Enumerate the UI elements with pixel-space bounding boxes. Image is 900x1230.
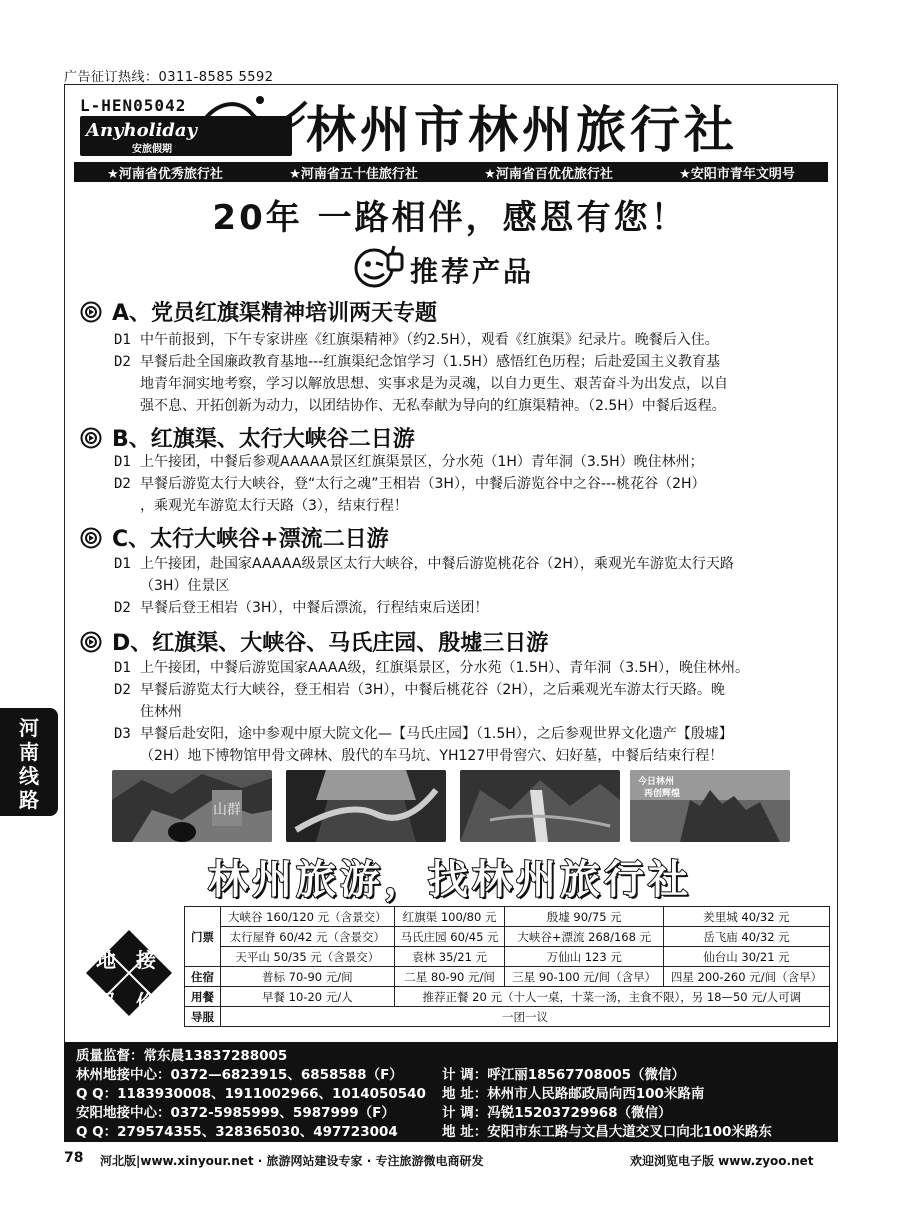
day-label: D1 (114, 332, 131, 348)
day-label: D2 (114, 682, 131, 698)
section-c-title (80, 522, 389, 553)
day-label: D2 (114, 354, 131, 370)
day-text: 上午接团，中餐后参观AAAAA景区红旗渠景区，分水苑（1H）青年洞（3.5H）晚住林州； (140, 454, 704, 470)
anyang-center-phone: 安阳地接中心：0372-5985999、5987999（F） (76, 1105, 395, 1121)
row-label-lodging: 住宿 (185, 967, 221, 987)
photo-inscription-text: 山群 (213, 802, 241, 818)
section-title-text: D、红旗渠、大峡谷、马氏庄园、殷墟三日游 (112, 631, 549, 656)
itinerary-cont: （3H）住景区 (140, 578, 230, 594)
page-number: 78 (64, 1150, 84, 1166)
side-tab-char: 线 (19, 764, 39, 788)
dispatcher-2: 计 调：冯锐15203729968（微信） (442, 1105, 672, 1121)
address-2: 地 址：安阳市东工路与文昌大道交叉口向北100米路东 (442, 1124, 772, 1140)
quality-supervisor: 质量监督：常东晨13837288005 (76, 1048, 288, 1064)
license-number: L-HEN05042 (80, 96, 187, 115)
price-cell: 仙台山 30/21 元 (663, 947, 829, 967)
day-text: 早餐后游览太行大峡谷，登“太行之魂”王相岩（3H），中餐后游览谷中之谷---桃花谷（2H） (140, 476, 706, 492)
price-cell: 三星 90-100 元/间（含早） (505, 967, 663, 987)
section-title-text: A、党员红旗渠精神培训两天专题 (112, 301, 438, 326)
itinerary-line (114, 680, 826, 700)
table-row (185, 907, 830, 927)
photo-monument (630, 770, 790, 842)
price-cell: 天平山 50/35 元（含景交） (221, 947, 395, 967)
photo-cliff-inscription (112, 770, 272, 842)
footer-left-link[interactable]: 河北版|www.xinyour.net · 旅游网站建设专家 · 专注旅游微电商研发 (100, 1154, 484, 1168)
itinerary-cont: 地青年洞实地考察，学习以解放思想、实事求是为灵魂，以自力更生、艰苦奋斗为出发点，以自 (140, 376, 728, 392)
day-text: 早餐后赴全国廉政教育基地---红旗渠纪念馆学习（1.5H）感悟红色历程；后赴爱国主义教育基 (140, 354, 720, 370)
price-table (184, 906, 830, 1027)
honor-item: ★河南省五十佳旅行社 (289, 166, 418, 182)
price-cell: 袁林 35/21 元 (394, 947, 505, 967)
table-row (185, 1007, 830, 1027)
itinerary-cont: （2H）地下博物馆甲骨文碑林、殷代的车马坑、YH127甲骨窖穴、妇好墓，中餐后结束行程！ (140, 748, 724, 764)
row-label-meals: 用餐 (185, 987, 221, 1007)
dispatcher-1: 计 调：呼江丽18567708005（微信） (442, 1067, 686, 1083)
price-cell: 二星 80-90 元/间 (394, 967, 505, 987)
itinerary-cont: 强不息、开拓创新为动力，以团结协作、无私奉献为导向的红旗渠精神。（2.5H）中餐后返程。 (140, 398, 726, 414)
honor-item: ★安阳市青年文明号 (679, 166, 795, 182)
side-tab-henan-routes (0, 708, 58, 816)
day-label: D3 (114, 726, 131, 742)
price-cell: 岳飞庙 40/32 元 (663, 927, 829, 947)
section-a-title (80, 296, 437, 327)
quote-char: 接 (136, 948, 156, 972)
section-bullet-icon (80, 301, 102, 323)
ad-hotline: 广告征订热线：0311-8585 5592 (64, 70, 274, 85)
slogan: 20年 一路相伴，感恩有您！ (212, 198, 688, 238)
quote-char: 报 (96, 990, 116, 1014)
day-label: D1 (114, 454, 131, 470)
itinerary-line (114, 474, 826, 494)
day-label: D1 (114, 556, 131, 572)
photo-canyon-canal (286, 770, 446, 842)
itinerary-cont: 住林州 (140, 704, 182, 720)
section-bullet-icon (80, 527, 102, 549)
section-d-title (80, 626, 548, 657)
price-cell: 普标 70-90 元/间 (221, 967, 395, 987)
day-label: D2 (114, 600, 131, 616)
day-label: D1 (114, 660, 131, 676)
recommend-title: 推荐产品 (410, 255, 535, 288)
day-text: 早餐后登王相岩（3H），中餐后漂流，行程结束后送团！ (140, 600, 489, 616)
price-cell: 一团一议 (221, 1007, 830, 1027)
address-1: 地 址：林州市人民路邮政局向西100米路南 (442, 1086, 705, 1102)
swoosh-icon (200, 92, 310, 138)
section-title-text: B、红旗渠、太行大峡谷二日游 (112, 427, 415, 452)
price-cell: 推荐正餐 20 元（十人一桌，十菜一汤，主食不限），另 18—50 元/人可调 (394, 987, 829, 1007)
day-text: 早餐后赴安阳，途中参观中原大院文化—【马氏庄园】（1.5H），之后参观世界文化遗产【殷墟】 (140, 726, 733, 742)
price-cell: 马氏庄园 60/45 元 (394, 927, 505, 947)
quote-char: 地 (96, 948, 116, 972)
logo-script: Anyholiday (86, 120, 197, 141)
anyang-qq: Q Q：279574355、328365030、497723004 (76, 1124, 398, 1140)
price-cell: 大峡谷 160/120 元（含景交） (221, 907, 395, 927)
logo-subtitle: 安旅假期 (132, 144, 172, 155)
contact-block (64, 1042, 838, 1142)
honor-item: ★河南省优秀旅行社 (107, 166, 223, 182)
row-label-tickets: 门票 (185, 907, 221, 967)
itinerary-line (114, 724, 826, 744)
footer-right-link[interactable]: 欢迎浏览电子版 www.zyoo.net (630, 1154, 814, 1168)
photo-mountain-waterfall (460, 770, 620, 842)
table-row (185, 927, 830, 947)
itinerary-line (114, 598, 826, 618)
linzhou-qq: Q Q：1183930008、1911002966、1014050540 (76, 1086, 426, 1102)
itinerary-line (114, 554, 826, 574)
linzhou-center-phone: 林州地接中心：0372—6823915、6858588（F） (76, 1067, 403, 1083)
itinerary-line (114, 330, 826, 350)
section-bullet-icon (80, 631, 102, 653)
itinerary-cont: ，乘观光车游览太行天路（3），结束行程！ (140, 498, 408, 514)
price-cell: 殷墟 90/75 元 (505, 907, 663, 927)
side-tab-char: 南 (19, 740, 39, 764)
photo-caption-line: 今日林州 (638, 777, 675, 787)
day-text: 中午前报到，下午专家讲座《红旗渠精神》（约2.5H），观看《红旗渠》纪录片。晚餐后入住。 (140, 332, 719, 348)
photo-caption-line: 再创辉煌 (644, 789, 681, 799)
table-row (185, 947, 830, 967)
table-row (185, 967, 830, 987)
price-cell: 万仙山 123 元 (505, 947, 663, 967)
price-cell: 大峡谷+漂流 268/168 元 (505, 927, 663, 947)
price-cell: 羑里城 40/32 元 (663, 907, 829, 927)
itinerary-line (114, 352, 826, 372)
row-label-guide: 导服 (185, 1007, 221, 1027)
price-cell: 太行屋脊 60/42 元（含景交） (221, 927, 395, 947)
side-tab-char: 路 (19, 788, 39, 812)
thumbs-up-smiley-icon (352, 244, 406, 290)
big-slogan: 林州旅游，找林州旅行社 (208, 857, 692, 903)
day-text: 上午接团，中餐后游览国家AAAA级，红旗渠景区，分水苑（1.5H）、青年洞（3.5H），晚住林州。 (140, 660, 750, 676)
section-bullet-icon (80, 427, 102, 449)
price-cell: 红旗渠 100/80 元 (394, 907, 505, 927)
price-cell: 四星 200-260 元/间（含早） (663, 967, 829, 987)
day-text: 早餐后游览太行大峡谷，登王相岩（3H），中餐后桃花谷（2H），之后乘观光车游太行天路。晚 (140, 682, 725, 698)
day-label: D2 (114, 476, 131, 492)
day-text: 上午接团，赴国家AAAAA级景区太行大峡谷，中餐后游览桃花谷（2H），乘观光车游览太行天路 (140, 556, 734, 572)
honors-bar (74, 162, 828, 182)
price-cell: 早餐 10-20 元/人 (221, 987, 395, 1007)
side-tab-char: 河 (19, 716, 39, 740)
section-title-text: C、太行大峡谷+漂流二日游 (112, 527, 389, 552)
section-b-title (80, 422, 415, 453)
honor-item: ★河南省百优优旅行社 (484, 166, 613, 182)
table-row (185, 987, 830, 1007)
quote-char: 价 (136, 990, 156, 1014)
agency-name: 林州市林州旅行社 (306, 101, 738, 159)
itinerary-line (114, 452, 826, 472)
itinerary-line (114, 658, 826, 678)
